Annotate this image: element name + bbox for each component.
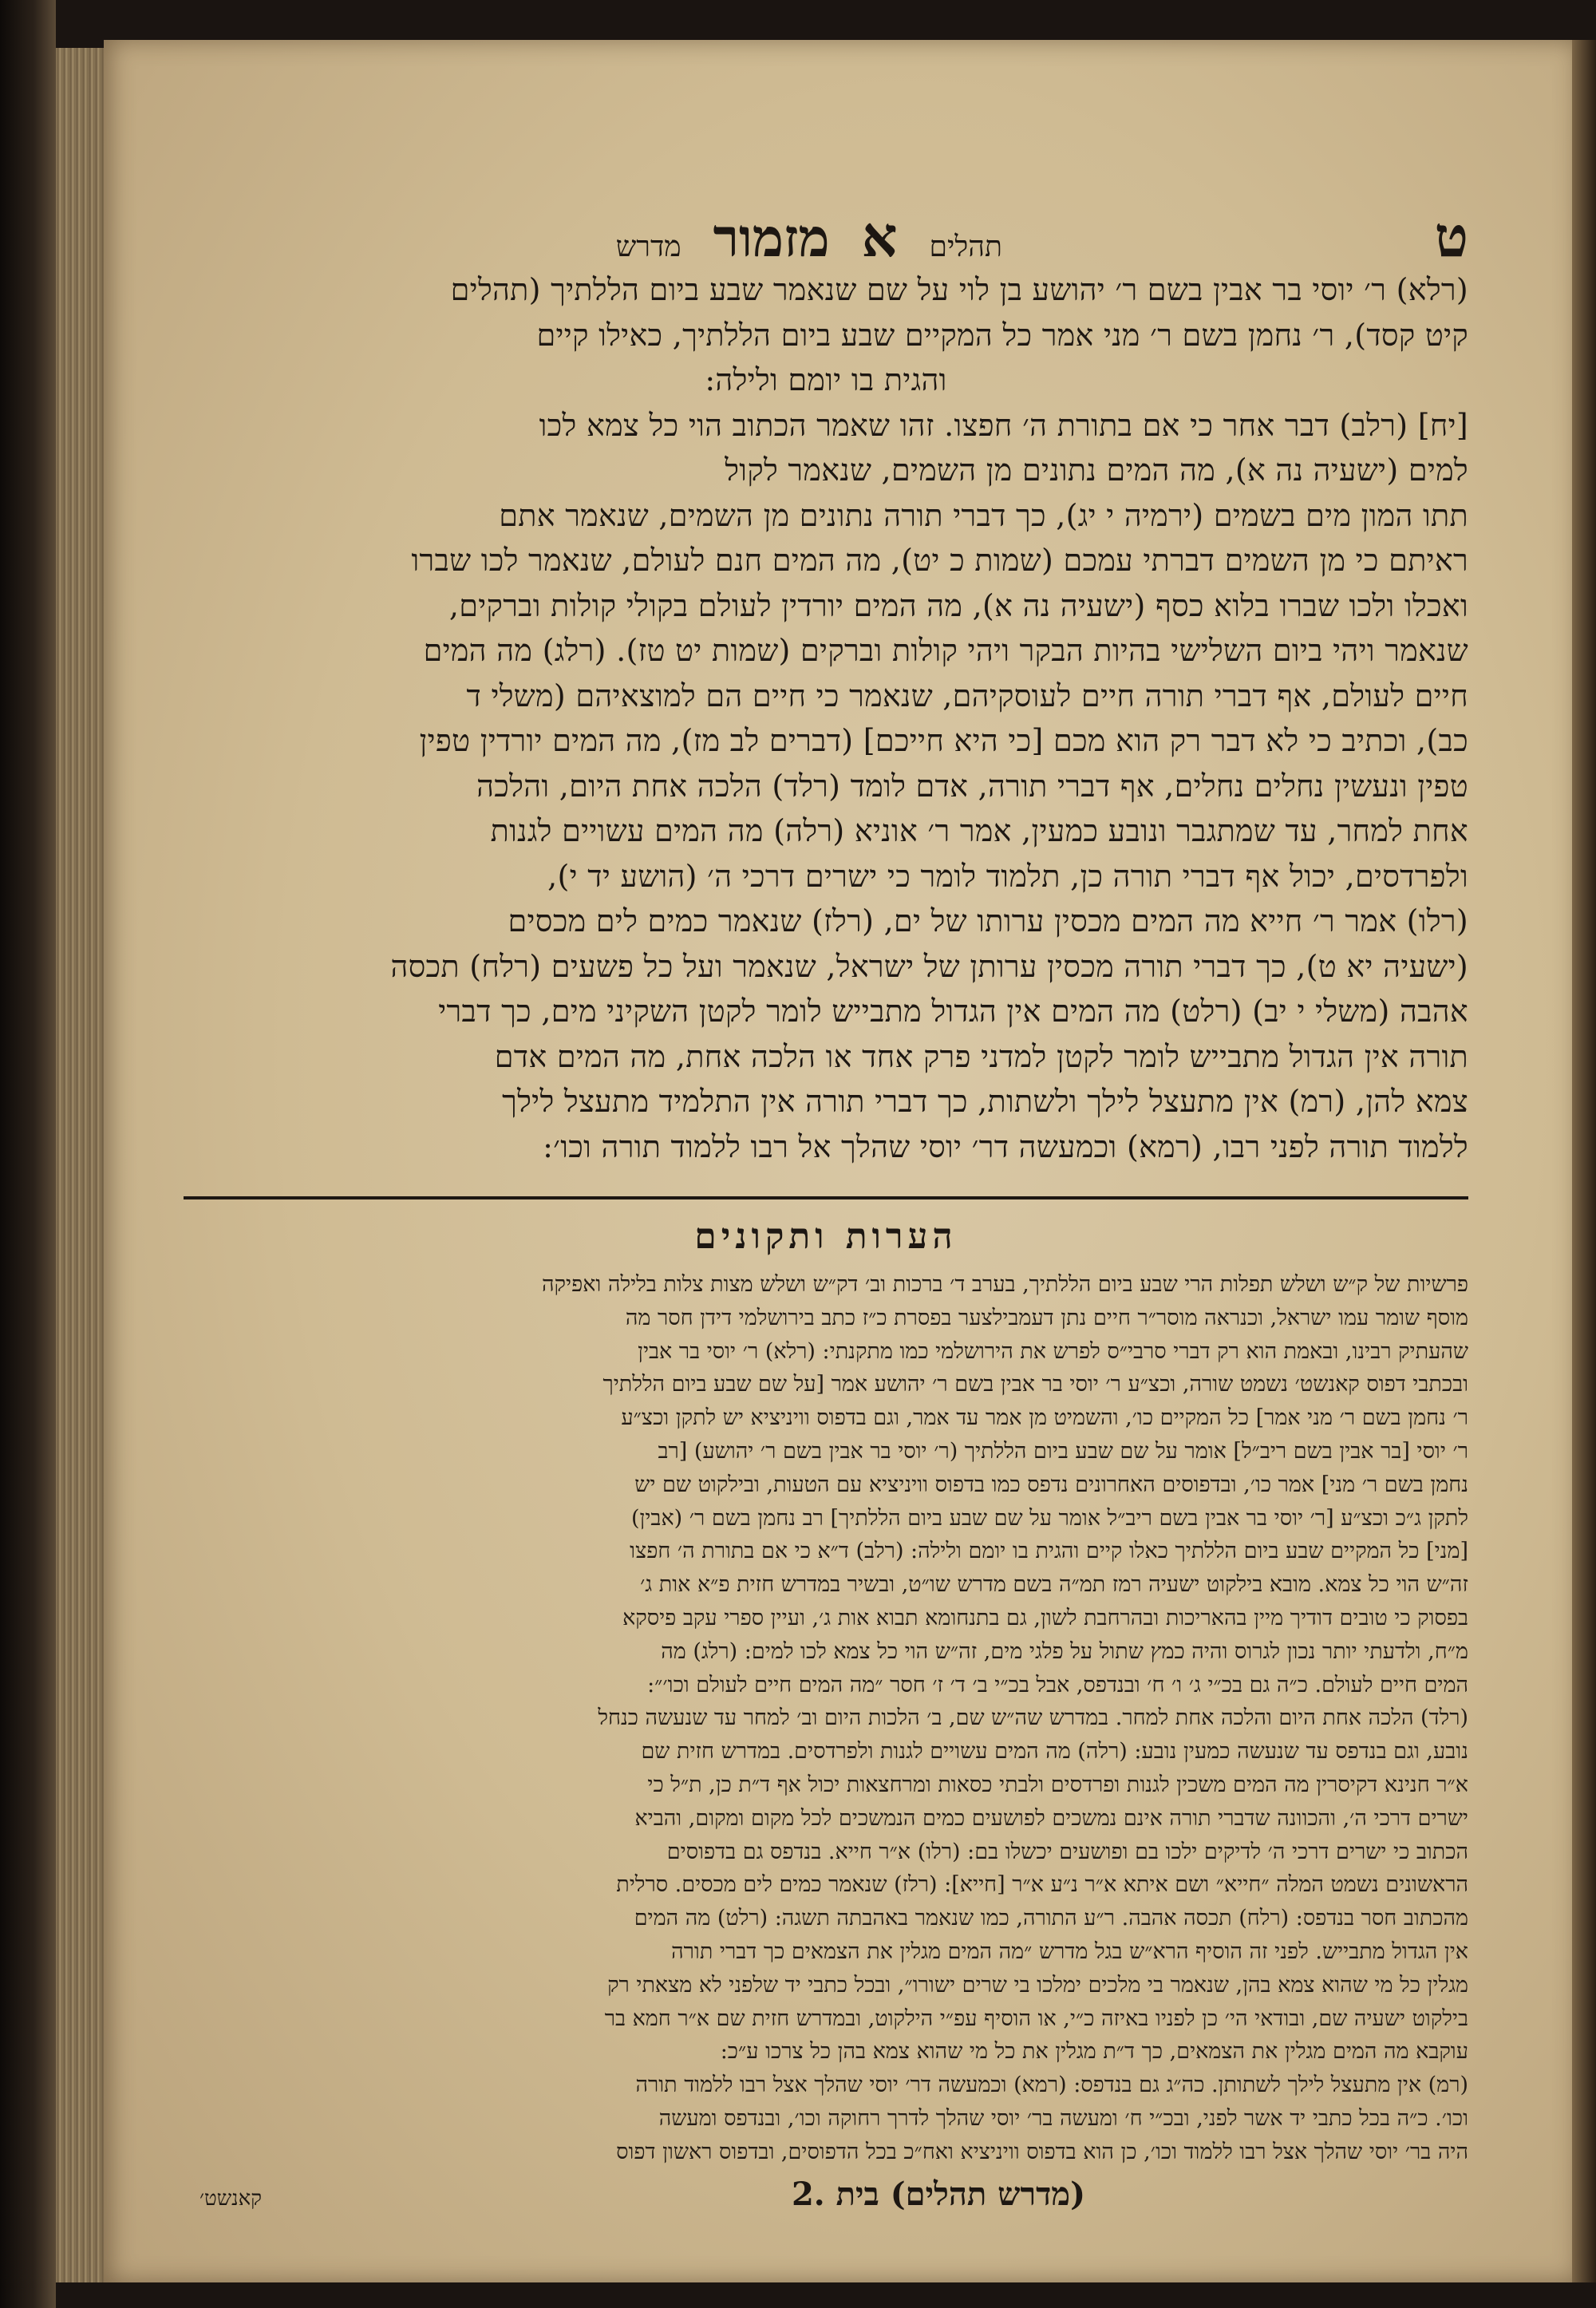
main-line: שנאמר ויהי ביום השלישי בהיות הבקר ויהי קולות וברקים (שמות יט טז). (רלג) מה המים	[423, 633, 1468, 668]
note-line: היה בר׳ יוסי שהלך אצל רבו ללמוד וכו׳, כן הוא בדפוס וויניציא ואח״כ בכל הדפוסים, ובדפוס ראשון דפוס	[616, 2139, 1468, 2164]
main-line: כב), וכתיב כי לא דבר רק הוא מכם [כי היא חייכם] (דברים לב מז), מה המים יורדין טפין	[419, 723, 1468, 758]
note-line: הראשונים נשמט המלה ״חייא״ ושם איתא א״ר נ״ע א״ר [חייא]: (רלז) שנאמר כמים לים מכסים. סרלית	[616, 1872, 1468, 1898]
note-line: ר׳ נחמן בשם ר׳ מני אמר] כל המקיים כו׳, והשמיט מן אמר עד אמר, וגם בדפוס וויניציא יש לתקן וכצ״ע	[621, 1405, 1468, 1431]
note-line: בפסוק כי טובים דודיך מיין בהאריכות ובהרחבת לשון, גם בתנחומא תבוא אות ג׳, ועיין ספרי עקב פיסקא	[622, 1605, 1468, 1630]
note-line: נובע, וגם בנדפס עד שנעשה כמעין נובע: (רלה) מה המים עשויים לגנות ולפרדסים. במדרש חזית שם	[641, 1739, 1468, 1765]
book-spine-shadow	[0, 0, 56, 2308]
book-right-edge	[1572, 40, 1596, 2282]
main-line: אחת למחר, עד שמתגבר ונובע כמעין, אמר ר׳ אוניא (רלה) מה המים עשויים לגנות	[490, 813, 1468, 848]
note-line: (רמ) אין מתעצל לילך לשתותן. כה״ג גם בנדפס: (רמא) וכמעשה דר׳ יוסי שהלך אצל רבו ללמוד תורה	[635, 2073, 1468, 2098]
header-book-name: תהלים	[929, 231, 1002, 263]
note-line: ישרים דרכי ה׳, והכוונה שדברי תורה אינם נמשכים לפושעים כמים הנמשכים לכל מקום ומקום, והביא	[634, 1805, 1468, 1831]
main-line: צמא להן, (רמ) אין מתעצל לילך ולשתות, כך דברי תורה אין התלמיד מתעצל לילך	[502, 1084, 1468, 1119]
page-footer	[184, 2176, 1468, 2213]
note-line: ובכתבי דפוס קאנשט׳ נשמט שורה, וכצ״ע ר׳ יוסי בר אבין בשם ר׳ יהושע אמר [על שם שבע ביום הללתיך	[602, 1372, 1468, 1397]
note-line: [מני] כל המקיים שבע ביום הללתיך כאלו קיים והגית בו יומם ולילה: (רלב) ד״א כי אם בתורת ה׳ חפצו	[630, 1539, 1468, 1564]
main-line: תורה אין הגדול מתבייש לומר לקטן למדני פרק אחד או הלכה אחת, מה המים אדם	[494, 1038, 1468, 1074]
note-line: וכו׳. כ״ה בכל כתבי יד אשר לפני, ובכ״י ח׳ ומעשה בר׳ יוסי שהלך לדרך רחוקה וכו׳, ובנדפס ומעשה	[658, 2105, 1468, 2131]
note-line: א״ר חנינא דקיסרין מה המים משכין לגנות ופרדסים ולבתי כסאות ומרחצאות יכול אף ד״ת כן, ת״ל כי	[647, 1772, 1468, 1797]
main-line: ראיתם כי מן השמים דברתי עמכם (שמות כ יט), מה המים חנם לעולם, שנאמר לכו שברו	[411, 543, 1468, 578]
main-line: ואכלו ולכו שברו בלוא כסף (ישעיה נה א), מה המים יורדין לעולם בקולי קולות וברקים,	[448, 587, 1468, 623]
main-line: קיט קסד), ר׳ נחמן בשם ר׳ מני אמר כל המקיים שבע ביום הללתיך, כאילו קיים	[536, 317, 1468, 353]
main-line: למים (ישעיה נה א), מה המים נתונים מן השמים, שנאמר לקול	[725, 453, 1468, 488]
main-line: אהבה (משלי י יב) (רלט) מה המים אין הגדול מתבייש לומר לקטן השקיני מים, כך דברי	[438, 994, 1468, 1029]
notes-section	[184, 1214, 1468, 2169]
main-line: (רלו) אמר ר׳ חייא מה המים מכסין ערותו של ים, (רלז) שנאמר כמים לים מכסים	[508, 903, 1468, 939]
note-line: זה״ש הוי כל צמא. מובא בילקוט ישעיה רמז תמ״ה בשם מדרש שו״ט, ובשיר במדרש חזית פ״א אות ג׳	[640, 1572, 1468, 1598]
signature-mark: (מדרש תהלים) בית .2	[791, 2175, 1085, 2213]
main-line: (רלא) ר׳ יוסי בר אבין בשם ר׳ יהושע בן לוי על שם שנאמר שבע ביום הללתיך (תהלים	[450, 272, 1468, 307]
main-line: (ישעיה יא ט), כך דברי תורה מכסין ערותן של ישראל, שנאמר ועל כל פשעים (רלח) תכסה	[390, 948, 1468, 984]
printer-note: קאנשט׳	[200, 2186, 263, 2211]
note-line: פרשיות של ק״ש ושלש תפלות הרי שבע ביום הללתיך, בערב ד׳ ברכות וב׳ דק״ש ושלש מצות צלות בלילה ואפיקה	[542, 1272, 1468, 1297]
note-line: (רלד) הלכה אחת היום והלכה אחת למחר. במדרש שה״ש שם, ב׳ הלכות היום וב׳ למחר עד שנעשה כנחל	[598, 1705, 1468, 1731]
note-line: אין הגדול מתבייש. לפני זה הוסיף הרא״ש בגל מדרש ״מה המים מגלין את הצמאים כך דברי תורה	[671, 1938, 1468, 1964]
note-line: נחמן בשם ר׳ מני] אמר כו׳, ובדפוסים האחרונים נדפס כמו בדפוס וויניציא עם הטעות, ובילקוט שם יש	[634, 1472, 1468, 1497]
main-line: חיים לעולם, אף דברי תורה חיים לעוסקיהם, שנאמר כי חיים הם למוצאיהם (משלי ד	[466, 678, 1468, 713]
note-line: מהכתוב חסר בנדפס: (רלח) תכסה אהבה. ר״ע התורה, כמו שנאמר באהבתה תשגה: (רלט) מה המים	[634, 1906, 1468, 1931]
header-midrash: מדרש	[615, 231, 681, 263]
main-line: טפין ונעשין נחלים נחלים, אף דברי תורה, אדם לומד (רלד) הלכה אחת היום, והלכה	[476, 768, 1468, 804]
note-line: שהעתיק רבינו, ובאמת הוא רק דברי סרבי״ס לפרש את הירושלמי כמו מתקנתי: (רלא) ר׳ יוסי בר אבין	[638, 1338, 1468, 1364]
main-text-block	[184, 267, 1468, 1169]
note-line: מ״ח, ולדעתי יותר נכון לגרוס והיה כמץ שתול על פלגי מים, זה״ש הוי כל צמא לכו למים: (רלג) מה	[661, 1638, 1468, 1664]
note-line: מגלין כל מי שהוא צמא בהן, שנאמר בי מלכים ימלכו בי שרים ישורו״, ובכל כתבי יד שלפני לא מצאתי רק	[607, 1972, 1468, 1998]
section-divider	[184, 1196, 1468, 1199]
note-line: עוקבא מה המים מגלין את הצמאים, כך ד״ת מגלין את כל מי שהוא צמא בהן כל צרכו ע״כ:	[720, 2039, 1468, 2065]
page-content	[184, 204, 1468, 2213]
running-header	[184, 204, 1468, 270]
main-line: ולפרדסים, יכול אף דברי תורה כן, תלמוד לומר כי ישרים דרכי ה׳ (הושע יד י),	[547, 858, 1468, 894]
page-number-letter: ט	[1434, 204, 1468, 270]
header-title: מזמור	[713, 207, 830, 269]
note-line: לתקן ג״כ וכצ״ע [ר׳ יוסי בר אבין בשם ריב״ל אומר על שם שבע ביום הללתיך] רב נחמן בשם ר׳ (אבין)	[630, 1505, 1468, 1531]
header-titles	[184, 204, 1435, 271]
main-line-lead: [יח] (רלב) דבר אחר כי אם בתורת ה׳ חפצו. זהו שאמר הכתוב הוי כל צמא לכו	[539, 407, 1468, 443]
note-line: המים חיים לעולם. כ״ה גם בכ״י ג׳ ו׳ ח׳ ובנדפס, אבל בכ״י ב׳ ד׳ ז׳ חסר ״מה המים חיים לעולם וכו׳״:	[647, 1672, 1468, 1697]
main-line: ללמוד תורה לפני רבו, (רמא) וכמעשה דר׳ יוסי שהלך אל רבו ללמוד תורה וכו׳:	[543, 1128, 1468, 1164]
header-psalm-number: א	[861, 204, 898, 270]
main-line: והגית בו יומם ולילה:	[705, 362, 947, 397]
note-line: ר׳ יוסי [בר אבין בשם ריב״ל] אומר על שם שבע ביום הללתיך (ר׳ יוסי בר אבין בשם ר׳ יהושע) [רב	[658, 1438, 1468, 1464]
notes-title: הערות ותקונים	[694, 1216, 958, 1257]
note-line: הכתוב כי ישרים דרכי ה׳ לדיקים ילכו בם ופושעים יכשלו בם: (רלו) א״ר חייא. בנדפס גם בדפוסים	[666, 1839, 1468, 1864]
note-line: בילקוט ישעיה שם, ובודאי הי׳ כן לפניו באיזה כ״י, או הוסיף עפ״י הילקוט, ובמדרש חזית שם א״ר חמא בר	[604, 2006, 1468, 2031]
main-line: תתו המון מים בשמים (ירמיה י יג), כך דברי תורה נתונים מן השמים, שנאמר אתם	[499, 497, 1468, 533]
note-line: מוסף שומר עמו ישראל, וכנראה מוסר״ר חיים נתן דעמבילצער בפסרת כ״ז כתב בירושלמי דידן חסר מה	[625, 1305, 1468, 1330]
